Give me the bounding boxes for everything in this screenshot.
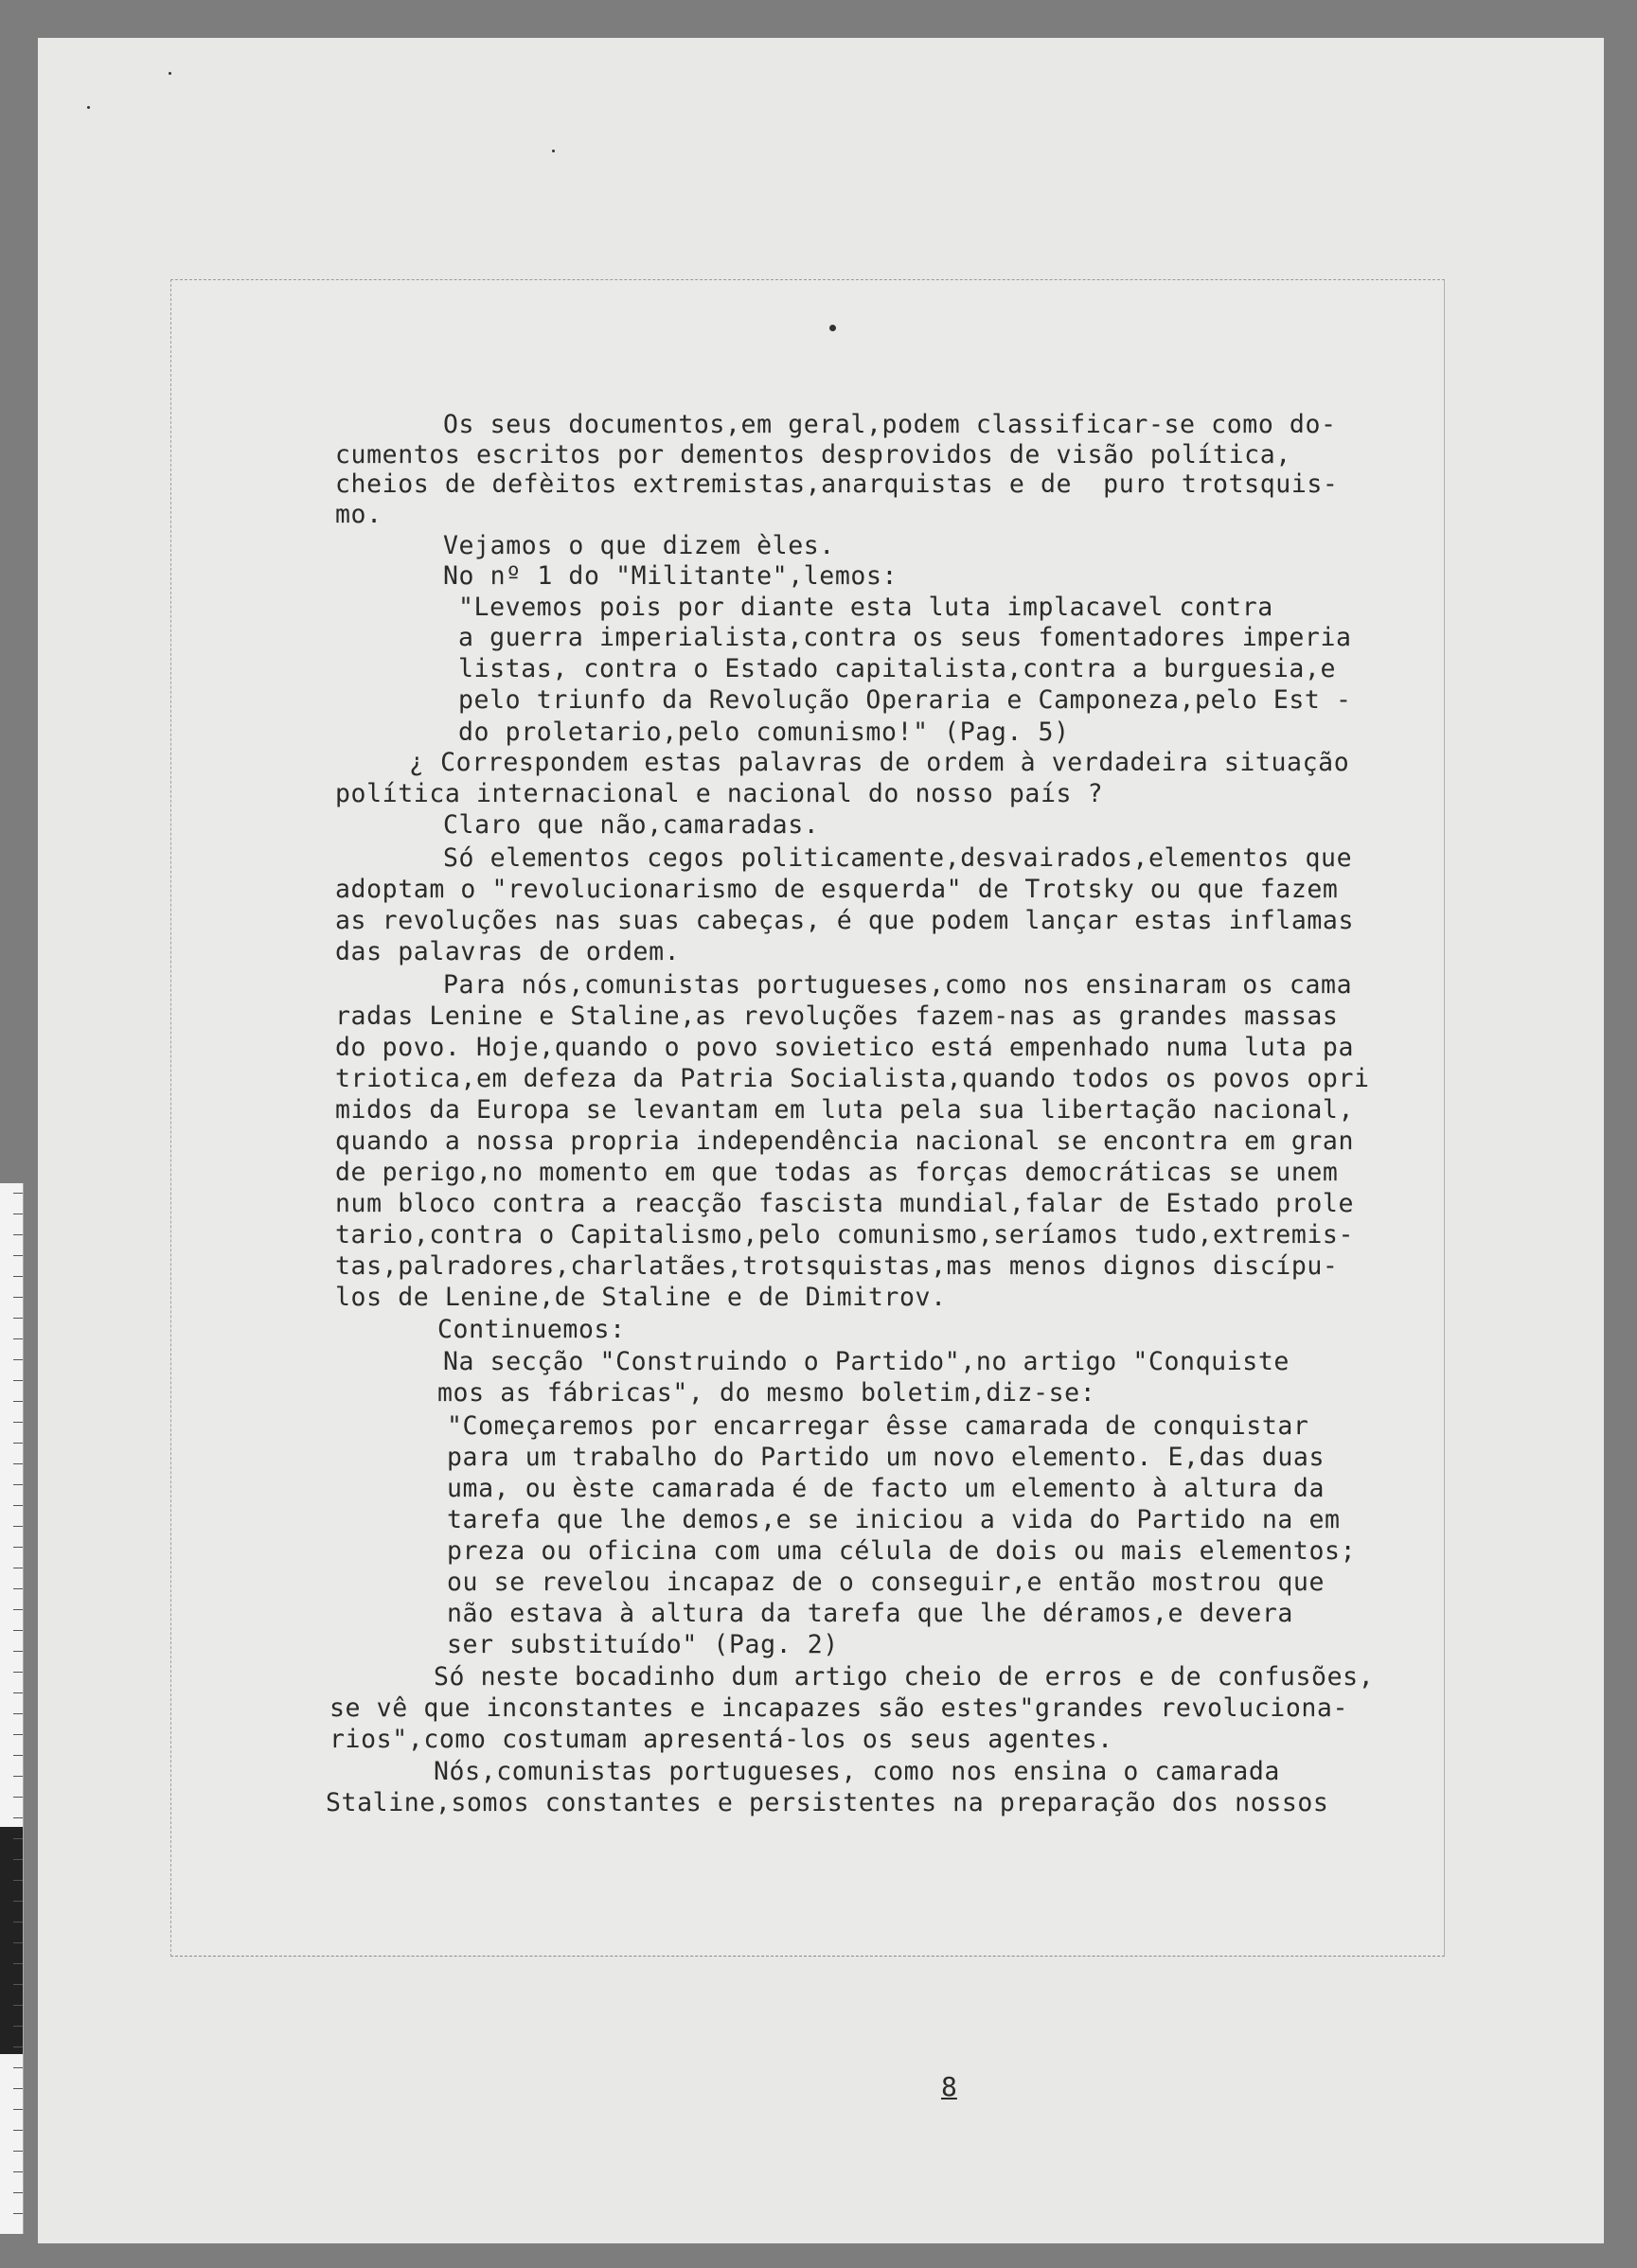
ruler-tick	[13, 1797, 23, 1798]
ruler-tick	[13, 1776, 23, 1777]
text-line: pelo triunfo da Revolução Operaria e Camponeza,pelo Est -	[458, 685, 1352, 715]
text-line: de perigo,no momento em que todas as forças democráticas se unem	[335, 1158, 1339, 1187]
ruler-tick	[13, 1984, 23, 1985]
text-line: do povo. Hoje,quando o povo sovietico está empenhado numa luta pa	[335, 1033, 1355, 1062]
ruler-tick	[13, 1359, 23, 1360]
text-line: se vê que inconstantes e incapazes são estes"grandes revoluciona-	[329, 1693, 1349, 1723]
text-line: preza ou oficina com uma célula de dois ou mais elementos;	[447, 1536, 1357, 1566]
text-line: Só elementos cegos politicamente,desvairados,elementos que	[443, 843, 1353, 873]
ruler-tick	[13, 2088, 23, 2089]
document-body	[171, 280, 1444, 2102]
ruler-tick	[13, 1276, 23, 1277]
text-line: das palavras de ordem.	[335, 937, 681, 966]
ruler-tick	[13, 2109, 23, 2110]
ruler-tick	[13, 1380, 23, 1381]
text-line: do proletario,pelo comunismo!" (Pag. 5)	[458, 718, 1070, 747]
text-line: ser substituído" (Pag. 2)	[447, 1630, 839, 1659]
ruler-tick	[13, 1505, 23, 1506]
ruler-tick	[13, 1297, 23, 1298]
text-line: Continuemos:	[437, 1315, 626, 1344]
ruler-tick	[13, 2151, 23, 2152]
ruler-tick	[13, 1463, 23, 1464]
text-line: uma, ou èste camarada é de facto um elemento à altura da	[447, 1474, 1326, 1503]
ruler-tick	[13, 1338, 23, 1339]
text-line: ¿ Correspondem estas palavras de ordem à verdadeira situação	[409, 748, 1350, 777]
text-line: política internacional e nacional do nosso país ?	[335, 779, 1104, 808]
text-line: "Levemos pois por diante esta luta implacavel contra	[458, 593, 1273, 622]
ruler-tick	[13, 2130, 23, 2131]
ruler-tick	[13, 1755, 23, 1756]
ruler-tick	[13, 1672, 23, 1673]
text-line: Nós,comunistas portugueses, como nos ensina o camarada	[434, 1757, 1280, 1786]
typed-sheet	[170, 279, 1445, 2102]
ruler-tick	[13, 1234, 23, 1235]
ruler-tick	[13, 1318, 23, 1319]
ruler-tick	[13, 1817, 23, 1818]
text-line: para um trabalho do Partido um novo elemento. E,das duas	[447, 1443, 1326, 1472]
ruler-tick	[13, 2213, 23, 2214]
ruler-tick	[13, 2005, 23, 2006]
ruler-tick	[13, 1713, 23, 1714]
text-line: cheios de defèitos extremistas,anarquistas e de puro trotsquis-	[335, 470, 1339, 499]
ruler-tick	[13, 1193, 23, 1194]
text-line: ou se revelou incapaz de o conseguir,e então mostrou que	[447, 1568, 1326, 1597]
text-line: Claro que não,camaradas.	[443, 810, 820, 840]
ruler-tick	[13, 1901, 23, 1902]
ruler-tick	[13, 1255, 23, 1256]
ruler-tick	[13, 1547, 23, 1548]
ruler-tick	[13, 1401, 23, 1402]
ruler-tick	[13, 2067, 23, 2068]
text-line: "Começaremos por encarregar êsse camarada de conquistar	[447, 1411, 1309, 1441]
ruler-tick	[13, 1609, 23, 1610]
ruler-tick	[13, 1422, 23, 1423]
ruler-tick	[13, 1880, 23, 1881]
text-line: midos da Europa se levantam em luta pela sua libertação nacional,	[335, 1095, 1355, 1125]
text-line: No nº 1 do "Militante",lemos:	[443, 561, 899, 591]
ruler-tick	[13, 2026, 23, 2027]
text-line: mos as fábricas", do mesmo boletim,diz-se:	[437, 1378, 1096, 1408]
text-line: a guerra imperialista,contra os seus fomentadores imperia	[458, 623, 1352, 652]
text-line: Staline,somos constantes e persistentes na preparação dos nossos	[326, 1788, 1329, 1817]
text-line: num bloco contra a reacção fascista mundial,falar de Estado prole	[335, 1189, 1355, 1218]
ruler-tick	[13, 1651, 23, 1652]
scale-ruler	[0, 1183, 24, 2234]
ruler-tick	[13, 1963, 23, 1964]
text-line: tas,palradores,charlatães,trotsquistas,mas menos dignos discípu-	[335, 1251, 1339, 1281]
ruler-tick	[13, 2171, 23, 2172]
text-line: tarefa que lhe demos,e se iniciou a vida do Partido na em	[447, 1505, 1341, 1534]
ruler-tick	[13, 1838, 23, 1839]
text-line: rios",como costumam apresentá-los os seus agentes.	[329, 1725, 1113, 1754]
text-line: não estava à altura da tarefa que lhe déramos,e devera	[447, 1599, 1293, 1628]
text-line: Para nós,comunistas portugueses,como nos ensinaram os cama	[443, 970, 1353, 1000]
ruler-tick	[13, 1942, 23, 1943]
text-line: listas, contra o Estado capitalista,contra a burguesia,e	[458, 654, 1337, 683]
ruler-dark-band	[0, 1827, 23, 2054]
ruler-tick	[13, 1859, 23, 1860]
text-line: adoptam o "revolucionarismo de esquerda" de Trotsky ou que fazem	[335, 875, 1339, 904]
ruler-tick	[13, 1692, 23, 1693]
text-line: los de Lenine,de Staline e de Dimitrov.	[335, 1283, 947, 1312]
text-line: Os seus documentos,em geral,podem classificar-se como do-	[443, 410, 1337, 439]
text-line: radas Lenine e Staline,as revoluções fazem-nas as grandes massas	[335, 1001, 1339, 1031]
ruler-tick	[13, 1443, 23, 1444]
text-line: Na secção "Construindo o Partido",no artigo "Conquiste	[443, 1347, 1290, 1376]
ruler-tick	[13, 1484, 23, 1485]
ruler-tick	[13, 1734, 23, 1735]
ruler-tick	[13, 1630, 23, 1631]
text-line: mo.	[335, 500, 383, 529]
ruler-tick	[13, 2192, 23, 2193]
text-line: tario,contra o Capitalismo,pelo comunismo,seríamos tudo,extremis-	[335, 1220, 1355, 1249]
text-line: Vejamos o que dizem èles.	[443, 531, 835, 560]
text-line: as revoluções nas suas cabeças, é que podem lançar estas inflamas	[335, 906, 1355, 935]
text-line: cumentos escritos por dementos desprovidos de visão política,	[335, 440, 1291, 470]
text-line: quando a nossa propria independência nacional se encontra em gran	[335, 1126, 1355, 1156]
ruler-tick	[13, 1588, 23, 1589]
text-line: triotica,em defeza da Patria Socialista,quando todos os povos opri	[335, 1064, 1370, 1093]
text-line: Só neste bocadinho dum artigo cheio de erros e de confusões,	[434, 1662, 1375, 1692]
page-number: 8	[941, 2071, 957, 2102]
scanned-page	[38, 38, 1604, 2243]
ruler-tick	[13, 1526, 23, 1527]
